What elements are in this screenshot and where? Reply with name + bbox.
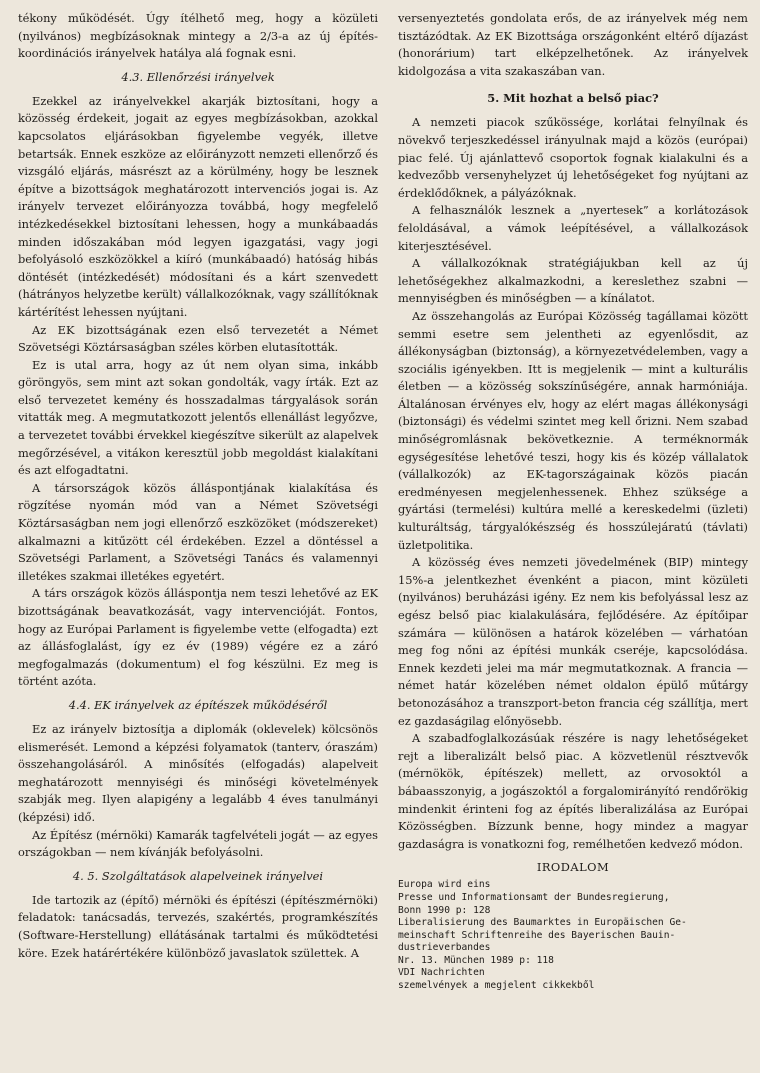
paragraph: A közösség éves nemzeti jövedelmének (BIP) mintegy 15%-a jelentkezhet évenként a piacon, mint közületi (nyilvános) beruházási igény. Ez nem kis befolyással lesz az egész belső piac kialakulására, fejlődésére. Az építőipar számára — különösen a határok közelében — várhatóan meg fog nőni az építési munkák cseréje, kapcsolódása. Ennek kezdeti jelei ma már megmutatkoznak. A francia —német határ közelében német oldalon épülő műtárgy betonozásához a transzport-beton francia cég szállítja, mert ez gazdaságilag előnyösebb.: [398, 555, 748, 728]
reference-line: Presse und Informationsamt der Bundesregierung,: [398, 891, 670, 903]
section-heading-4-4: 4.4. EK irányelvek az építészek működéséről: [68, 697, 328, 712]
paragraph: tékony működését. Úgy ítélhető meg, hogy a közületi (nyilvános) megbízásoknak mintegy a 2/3-a az új építés-koordinációs irányelvek hatálya alá fognak esni.: [18, 11, 378, 61]
references-list: [398, 879, 748, 992]
paragraph: A társ országok közös álláspontja nem teszi lehetővé az EK bizottságának beavatkozását, vagy intervencióját. Fontos, hogy az Európai Parlament is figyelembe vette (elfogadta) ezt az állásfoglalást, így ez év (1989) végére ez a záró megfogalmazás (dokumentum) el fog készülni. Ez meg is történt azóta.: [18, 586, 378, 689]
paragraph: Ez is utal arra, hogy az út nem olyan sima, inkább göröngyös, sem mint azt sokan gondolták, vagy írták. Ezt az első tervezetet kemény és hosszadalmas tárgyalások során vitatták meg. A megmutatkozott jelentős ellenállást legyőzve, a tervezetet további érvekkel kiegészítve sikerült az alapelvek megőrzésével, a vitákon keresztül jobb megoldást kialakítani és azt elfogadtatni.: [18, 357, 378, 478]
paragraph: Az Építész (mérnöki) Kamarák tagfelvételi jogát — az egyes országokban — nem kívánják befolyásolni.: [18, 827, 378, 860]
reference-line: Liberalisierung des Baumarktes in Europäischen Ge-: [398, 917, 687, 929]
paragraph: Ez az irányelv biztosítja a diplomák (oklevelek) kölcsönös elismerését. Lemond a képzési folyamatok (tanterv, óraszám) összehangolásáról. A minősítés (elfogadás) alapelveit meghatározott mennyiségi és minőségi követelmények szabják meg. Ilyen alapigény a legalább 4 éves tanulmányi (képzési) idő.: [18, 721, 378, 824]
reference-line: Nr. 13. München 1989 p: 118: [398, 954, 554, 966]
reference-line: Europa wird eins: [398, 879, 491, 891]
section-heading-4-5: 4. 5. Szolgáltatások alapelveinek irányelvei: [72, 868, 324, 883]
section-heading-4-3: 4.3. Ellenőrzési irányelvek: [121, 69, 275, 84]
left-column: [18, 10, 378, 962]
paragraph: versenyeztetés gondolata erős, de az irányelvek még nem tisztázódtak. Az EK Bizottsága országonként eltérő díjazást (honorárium) tart elképzelhetőnek. Az irányelvek kidolgozása a vita szakaszában van.: [398, 11, 748, 78]
paragraph: Ide tartozik az (építő) mérnöki és építészi (építészmérnöki) feladatok: tanácsadás, tervezés, szakértés, programkészítés (Software-Herstellung) ellátásának tartalmi és működtetési köre. Ezek határértékére különböző javaslatok születtek. A: [18, 892, 378, 960]
reference-line: VDI Nachrichten: [398, 967, 485, 979]
references-heading: IRODALOM: [536, 860, 610, 875]
reference-line: meinschaft Schriftenreihe des Bayerischen Bauin-: [398, 929, 676, 941]
paragraph: Az összehangolás az Európai Közösség tagállamai között semmi esetre sem jelentheti az egyenlősdit, az állékonyságban (biztonság), a környezetvédelemben, vagy a szociális igényekben. Itt is megjelenik — mint a kulturális életben — a közösség sokszínűségére, annak harmóniája. Általánosan érvényes elv, hogy az elért magas állékonysági (biztonsági) és védelmi szintet meg kell őrizni. Nem szabad minőségromlásnak bekövetkeznie. A terméknormák egységesítése lehetővé teszi, hogy kis és közép vállalatok (vállalkozók) az EK-tagországainak közös piacán eredményesen megjelenhessenek. Ehhez szüksége a gyártási (termelési) kultúra mellé a kereskedelmi (üzleti) kulturáltság, tárgyalókészség és hosszúlejáratú (távlati) üzletpolitika.: [398, 308, 748, 552]
reference-line: Bonn 1990 p: 128: [398, 904, 491, 916]
paragraph: Az EK bizottságának ezen első tervezetét a Német Szövetségi Köztársaságban széles körben elutasították.: [18, 322, 378, 355]
paragraph: A nemzeti piacok szűkössége, korlátai felnyílnak és növekvő terjeszkedéssel irányulnak majd a közös (európai) piac felé. Új ajánlattevő csoportok fognak kialakulni és a kedvezőbb versenyhelyzet új lehetőségeket fog nyújtani az érdeklődőknek, a pályázóknak.: [398, 115, 748, 200]
paragraph: A szabadfoglalkozásúak részére is nagy lehetőségeket rejt a liberalizált belső piac. A közvetlenül résztvevők (mérnökök, építészek) mellett, az orvosoktól a bábaasszonyig, a jogászoktól a forgalomirányító rendőrökig mindenkit érinteni fog az építés liberalizálása az Európai Közösségben. Bízzunk benne, hogy mindez a magyar gazdaságra is vonatkozni fog, remélhetően kedvező módon.: [398, 731, 748, 851]
right-column: [398, 10, 748, 993]
section-heading-5: 5. Mit hozhat a belső piac?: [487, 91, 659, 106]
reference-line: szemelvények a megjelent cikkekből: [398, 980, 595, 992]
paragraph: A vállalkozóknak stratégiájukban kell az új lehetőségekhez alkalmazkodni, a kereslethez szabni — mennyiségben és minőségben — a kínálatot.: [398, 256, 748, 306]
paragraph: Ezekkel az irányelvekkel akarják biztosítani, hogy a közösség érdekeit, jogait az egyes megbízásokban, azokkal kapcsolatos eljárásokban figyelembe vegyék, illetve betartsák. Ennek eszköze az előirányzott nemzeti ellenőrző és vizsgáló eljárás, másrészt az a körülmény, hogy be lesznek építve a bizottságok meghatározott intervenciós jogai is. Az irányelv tervezet előirányozza továbbá, hogy megfelelő intézkedésekkel biztosítani lehessen, hogy a munkábaadás minden időszakában mód legyen igazgatási, vagy jogi befolyásoló eszközökkel a kiíró (munkábaadó) hatóság hibás döntését (intézkedését) módosítani és a kárt szenvedett (hátrányos helyzetbe került) vállalkozóknak, vagy szállítóknak kártérítést lehessen nyújtani.: [18, 93, 378, 319]
paragraph: A felhasználók lesznek a „nyertesek” a korlátozások feloldásával, a vámok leépítésével, a vállalkozások kiterjesztésével.: [398, 203, 748, 253]
reference-line: dustrieverbandes: [398, 942, 491, 954]
paragraph: A társországok közös álláspontjának kialakítása és rögzítése nyomán mód van a Német Szövetségi Köztársaságban nem jogi ellenőrző eszközöket (módszereket) alkalmazni a kitűzött cél érdekében. Ezzel a döntéssel a Szövetségi Parlament, a Szövetségi Tanács és valamennyi illetékes szakmai illetékes egyetért.: [18, 480, 378, 583]
